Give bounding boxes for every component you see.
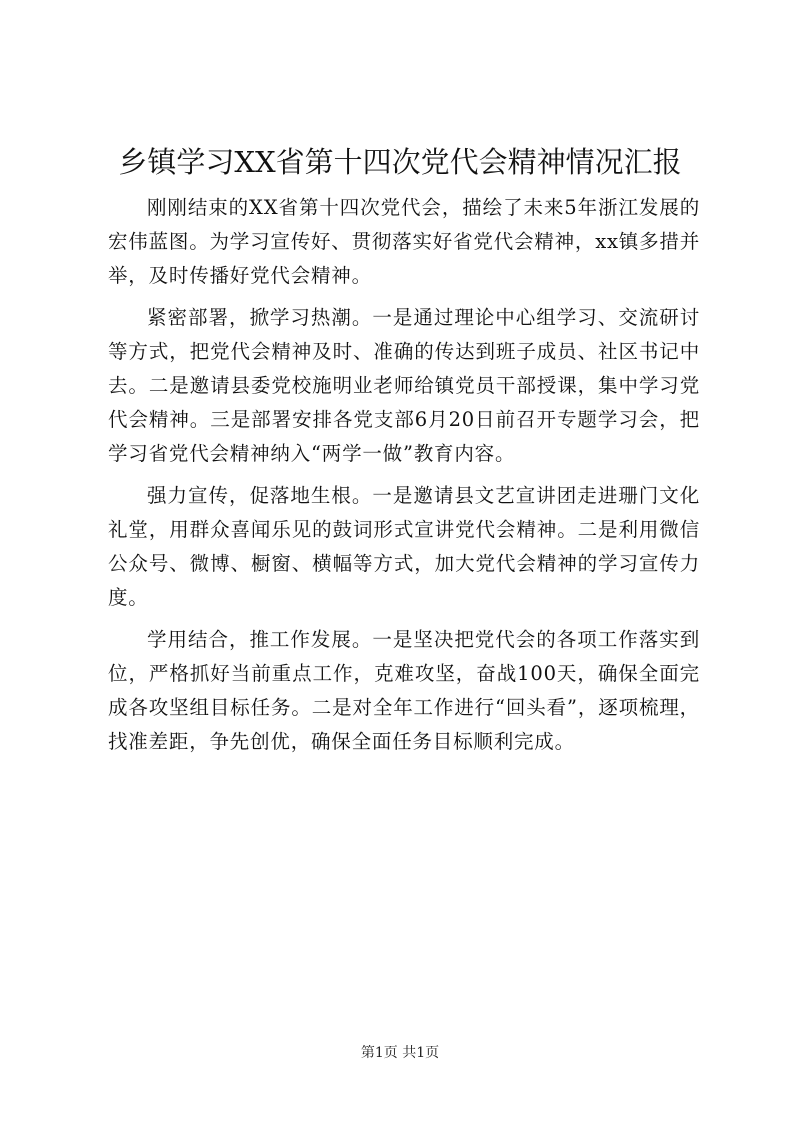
page-footer: 第1页 共1页 (360, 1045, 440, 1061)
document-title: 乡镇学习XX省第十四次党代会精神情况汇报 (118, 145, 682, 179)
paragraph-application: 学用结合，推工作发展。一是坚决把党代会的各项工作落实到位，严格抓好当前重点工作，克难攻坚，奋战100天，确保全面完成各攻坚组目标任务。二是对全年工作进行“回头看”，逐项梳理，找准差距，争先创优，确保全面任务目标顺利完成。 (108, 628, 700, 753)
document-body (108, 191, 700, 759)
paragraph-intro: 刚刚结束的XX省第十四次党代会，描绘了未来5年浙江发展的宏伟蓝图。为学习宣传好、贯彻落实好省党代会精神，xx镇多措并举，及时传播好党代会精神。 (108, 196, 700, 287)
paragraph-deployment: 紧密部署，掀学习热潮。一是通过理论中心组学习、交流研讨等方式，把党代会精神及时、准确的传达到班子成员、社区书记中去。二是邀请县委党校施明业老师给镇党员干部授课，集中学习党代会精神。三是部署安排各党支部6月20日前召开专题学习会，把学习省党代会精神纳入“两学一做”教育内容。 (108, 306, 700, 465)
paragraph-publicity: 强力宣传，促落地生根。一是邀请县文艺宣讲团走进珊门文化礼堂，用群众喜闻乐见的鼓词形式宣讲党代会精神。二是利用微信公众号、微博、橱窗、横幅等方式，加大党代会精神的学习宣传力度。 (108, 484, 700, 609)
